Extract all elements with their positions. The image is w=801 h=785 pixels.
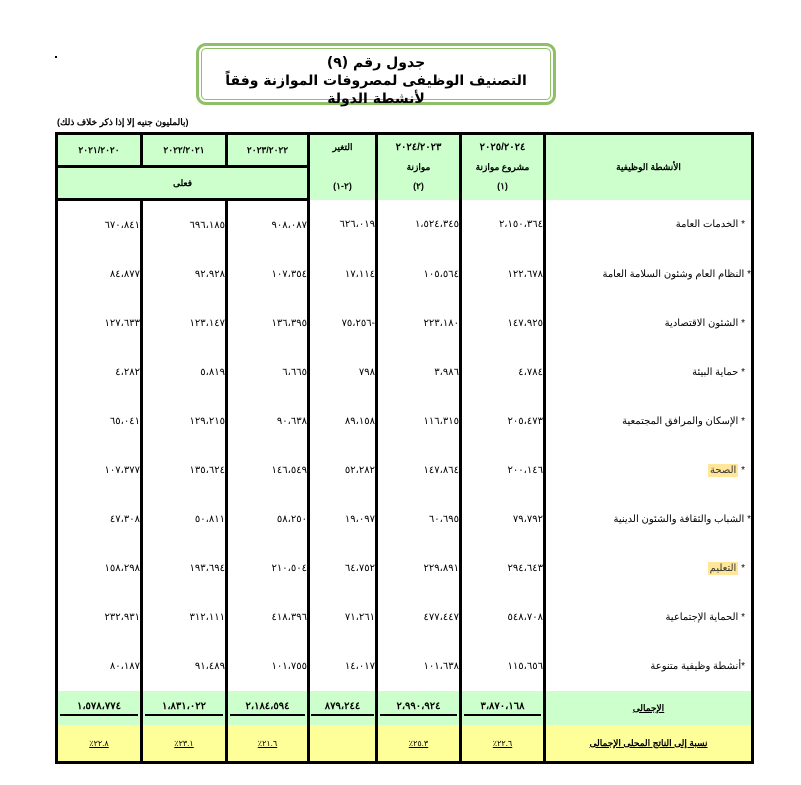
table-title-box — [196, 43, 556, 105]
table-row — [57, 495, 753, 544]
cell-change: ٧٥،٢٥٦- — [309, 299, 377, 348]
table-row — [57, 446, 753, 495]
cell-change: ١٤،٠١٧ — [309, 642, 377, 691]
ratio-actual-2021 — [57, 725, 142, 763]
cell-actual-2021: ٤،٢٨٢ — [57, 348, 142, 397]
cell-change: ١٧،١١٤ — [309, 250, 377, 299]
row-label: * الشئون الاقتصادية — [545, 299, 753, 348]
cell-proposed-2025: ١١٥،٦٥٦ — [461, 642, 545, 691]
header-row-years — [57, 134, 753, 167]
gdp-ratio-row — [57, 725, 753, 763]
header-proposed-2025-num: (١) — [497, 181, 508, 192]
total-value: ٣،٨٧٠،١٦٨ — [464, 701, 541, 716]
cell-actual-2021: ٨٠،١٨٧ — [57, 642, 142, 691]
table-row — [57, 544, 753, 593]
table-row — [57, 250, 753, 299]
table-row — [57, 299, 753, 348]
cell-change: ٥٢،٢٨٢ — [309, 446, 377, 495]
header-budget-2024-label: موازنة — [406, 161, 431, 172]
units-note: (بالمليون جنيه إلا إذا ذكر خلاف ذلك) — [57, 117, 189, 127]
total-value: ٢،٩٩٠،٩٢٤ — [380, 701, 457, 716]
cell-proposed-2025: ١٤٧،٩٢٥ — [461, 299, 545, 348]
header-actual-2021: ٢٠٢١/٢٠٢٠ — [57, 134, 142, 167]
table-row — [57, 397, 753, 446]
row-label: *أنشطة وظيفية متنوعة — [545, 642, 753, 691]
table-number: جدول رقم (٩) — [326, 55, 426, 71]
cell-actual-2023: ٢١٠،٥٠٤ — [227, 544, 309, 593]
cell-proposed-2025: ٤،٧٨٤ — [461, 348, 545, 397]
header-change-formula: (٢-١) — [333, 181, 352, 192]
cell-budget-2024: ١٠٥،٥٦٤ — [377, 250, 461, 299]
cell-actual-2021: ١٠٧،٣٧٧ — [57, 446, 142, 495]
cell-actual-2021: ٨٤،٨٧٧ — [57, 250, 142, 299]
header-budget-2024 — [377, 134, 461, 200]
cell-budget-2024: ١،٥٢٤،٣٤٥ — [377, 200, 461, 251]
cell-change: ٧١،٢٦١ — [309, 593, 377, 642]
ratio-label — [545, 725, 753, 763]
ratio-value: ٪٢٢.٨ — [89, 738, 109, 748]
cell-actual-2023: ١٠١،٧٥٥ — [227, 642, 309, 691]
cell-change: ٦٤،٧٥٢ — [309, 544, 377, 593]
ratio-actual-2023 — [227, 725, 309, 763]
header-actual-2023: ٢٠٢٣/٢٠٢٢ — [227, 134, 309, 167]
row-label: * الشباب والثقافة والشئون الدينية — [545, 495, 753, 544]
header-budget-2024-num: (٢) — [413, 181, 424, 192]
total-value: ٢،١٨٤،٥٩٤ — [230, 701, 305, 716]
cell-actual-2022: ١٢٣،١٤٧ — [142, 299, 227, 348]
total-value: ١،٥٧٨،٧٧٤ — [60, 701, 138, 716]
table-row — [57, 593, 753, 642]
cell-actual-2021: ٦٧٠،٨٤١ — [57, 200, 142, 251]
cell-proposed-2025: ١٢٢،٦٧٨ — [461, 250, 545, 299]
cell-budget-2024: ٢٢٩،٨٩١ — [377, 544, 461, 593]
total-actual-2022 — [142, 691, 227, 725]
cell-actual-2023: ٩٠،٦٣٨ — [227, 397, 309, 446]
cell-actual-2023: ١٣٦،٣٩٥ — [227, 299, 309, 348]
total-value: ١،٨٣١،٠٢٢ — [145, 701, 223, 716]
cell-actual-2021: ١٥٨،٢٩٨ — [57, 544, 142, 593]
cell-budget-2024: ٦٠،٦٩٥ — [377, 495, 461, 544]
header-budget-2024-year: ٢٠٢٤/٢٠٢٣ — [395, 142, 442, 154]
header-change — [309, 134, 377, 200]
ratio-value: ٪٢٣.١ — [174, 738, 194, 748]
cell-budget-2024: ١٤٧،٨٦٤ — [377, 446, 461, 495]
row-label-prefix: * — [738, 563, 745, 574]
row-label-highlighted: الصحة — [710, 465, 737, 476]
header-actual-2022: ٢٠٢٢/٢٠٢١ — [142, 134, 227, 167]
header-activities: الأنشطة الوظيفية — [545, 134, 753, 200]
row-label-prefix: * — [738, 465, 745, 476]
header-actual-group: فعلى — [57, 167, 309, 200]
row-label — [545, 544, 753, 593]
cell-actual-2022: ٩١،٤٨٩ — [142, 642, 227, 691]
cell-change: ٨٩،١٥٨ — [309, 397, 377, 446]
ratio-label-text: نسبة إلى الناتج المحلى الإجمالى — [589, 737, 708, 748]
cell-actual-2021: ٦٥،٠٤١ — [57, 397, 142, 446]
cell-actual-2022: ١٢٩،٢١٥ — [142, 397, 227, 446]
cell-change: ١٩،٠٩٧ — [309, 495, 377, 544]
total-budget-2024 — [377, 691, 461, 725]
cell-actual-2023: ٦،٦٦٥ — [227, 348, 309, 397]
ratio-value: ٪٢٥.٣ — [408, 738, 429, 748]
cell-actual-2023: ٩٠٨،٠٨٧ — [227, 200, 309, 251]
cell-change: ٦٢٦،٠١٩ — [309, 200, 377, 251]
total-actual-2023 — [227, 691, 309, 725]
cell-budget-2024: ١٠١،٦٣٨ — [377, 642, 461, 691]
ratio-proposed-2025 — [461, 725, 545, 763]
row-label: * الإسكان والمرافق المجتمعية — [545, 397, 753, 446]
cell-actual-2023: ٤١٨،٣٩٦ — [227, 593, 309, 642]
cell-actual-2022: ١٣٥،٦٢٤ — [142, 446, 227, 495]
cell-budget-2024: ٢٢٣،١٨٠ — [377, 299, 461, 348]
cell-actual-2023: ٥٨،٢٥٠ — [227, 495, 309, 544]
cell-change: ٧٩٨ — [309, 348, 377, 397]
stray-mark — [55, 56, 57, 58]
cell-actual-2022: ٥٠،٨١١ — [142, 495, 227, 544]
ratio-change — [309, 725, 377, 763]
total-actual-2021 — [57, 691, 142, 725]
ratio-value: ٪٢١.٦ — [257, 738, 278, 748]
ratio-actual-2022 — [142, 725, 227, 763]
cell-budget-2024: ١١٦،٣١٥ — [377, 397, 461, 446]
header-proposed-2025 — [461, 134, 545, 200]
total-row — [57, 691, 753, 725]
row-label: * حماية البيئة — [545, 348, 753, 397]
header-proposed-2025-label: مشروع موازنة — [475, 161, 530, 172]
total-proposed-2025 — [461, 691, 545, 725]
table-row — [57, 200, 753, 251]
row-label: * النظام العام وشئون السلامة العامة — [545, 250, 753, 299]
total-label — [545, 691, 753, 725]
cell-budget-2024: ٤٧٧،٤٤٧ — [377, 593, 461, 642]
cell-proposed-2025: ٢٠٠،١٤٦ — [461, 446, 545, 495]
cell-actual-2021: ٢٣٢،٩٣١ — [57, 593, 142, 642]
cell-actual-2022: ٩٢،٩٢٨ — [142, 250, 227, 299]
table-title: التصنيف الوظيفى لمصروفات الموازنة وفقاً لأنشطة الدولة — [225, 73, 527, 107]
row-label: * الحماية الإجتماعية — [545, 593, 753, 642]
cell-actual-2023: ١٤٦،٥٤٩ — [227, 446, 309, 495]
cell-budget-2024: ٣،٩٨٦ — [377, 348, 461, 397]
cell-proposed-2025: ٥٤٨،٧٠٨ — [461, 593, 545, 642]
ratio-value: ٪٢٢.٦ — [492, 738, 513, 748]
cell-actual-2023: ١٠٧،٣٥٤ — [227, 250, 309, 299]
cell-actual-2022: ٦٩٦،١٨٥ — [142, 200, 227, 251]
header-proposed-2025-year: ٢٠٢٥/٢٠٢٤ — [479, 142, 526, 154]
table-row — [57, 348, 753, 397]
cell-proposed-2025: ٢٠٥،٤٧٣ — [461, 397, 545, 446]
row-label-highlighted: التعليم — [709, 563, 737, 574]
header-change-label: التغير — [332, 142, 353, 153]
cell-actual-2022: ٥،٨١٩ — [142, 348, 227, 397]
total-change — [309, 691, 377, 725]
cell-proposed-2025: ٧٩،٧٩٢ — [461, 495, 545, 544]
cell-actual-2022: ١٩٣،٦٩٤ — [142, 544, 227, 593]
cell-proposed-2025: ٢،١٥٠،٣٦٤ — [461, 200, 545, 251]
cell-actual-2022: ٣١٢،١١١ — [142, 593, 227, 642]
row-label: * الخدمات العامة — [545, 200, 753, 251]
cell-proposed-2025: ٢٩٤،٦٤٣ — [461, 544, 545, 593]
functional-classification-table — [55, 132, 754, 764]
total-label-text: الإجمالى — [632, 702, 665, 713]
cell-actual-2021: ١٢٧،٦٣٣ — [57, 299, 142, 348]
cell-actual-2021: ٤٧،٣٠٨ — [57, 495, 142, 544]
total-value: ٨٧٩،٢٤٤ — [311, 701, 374, 716]
table-row — [57, 642, 753, 691]
ratio-budget-2024 — [377, 725, 461, 763]
row-label — [545, 446, 753, 495]
